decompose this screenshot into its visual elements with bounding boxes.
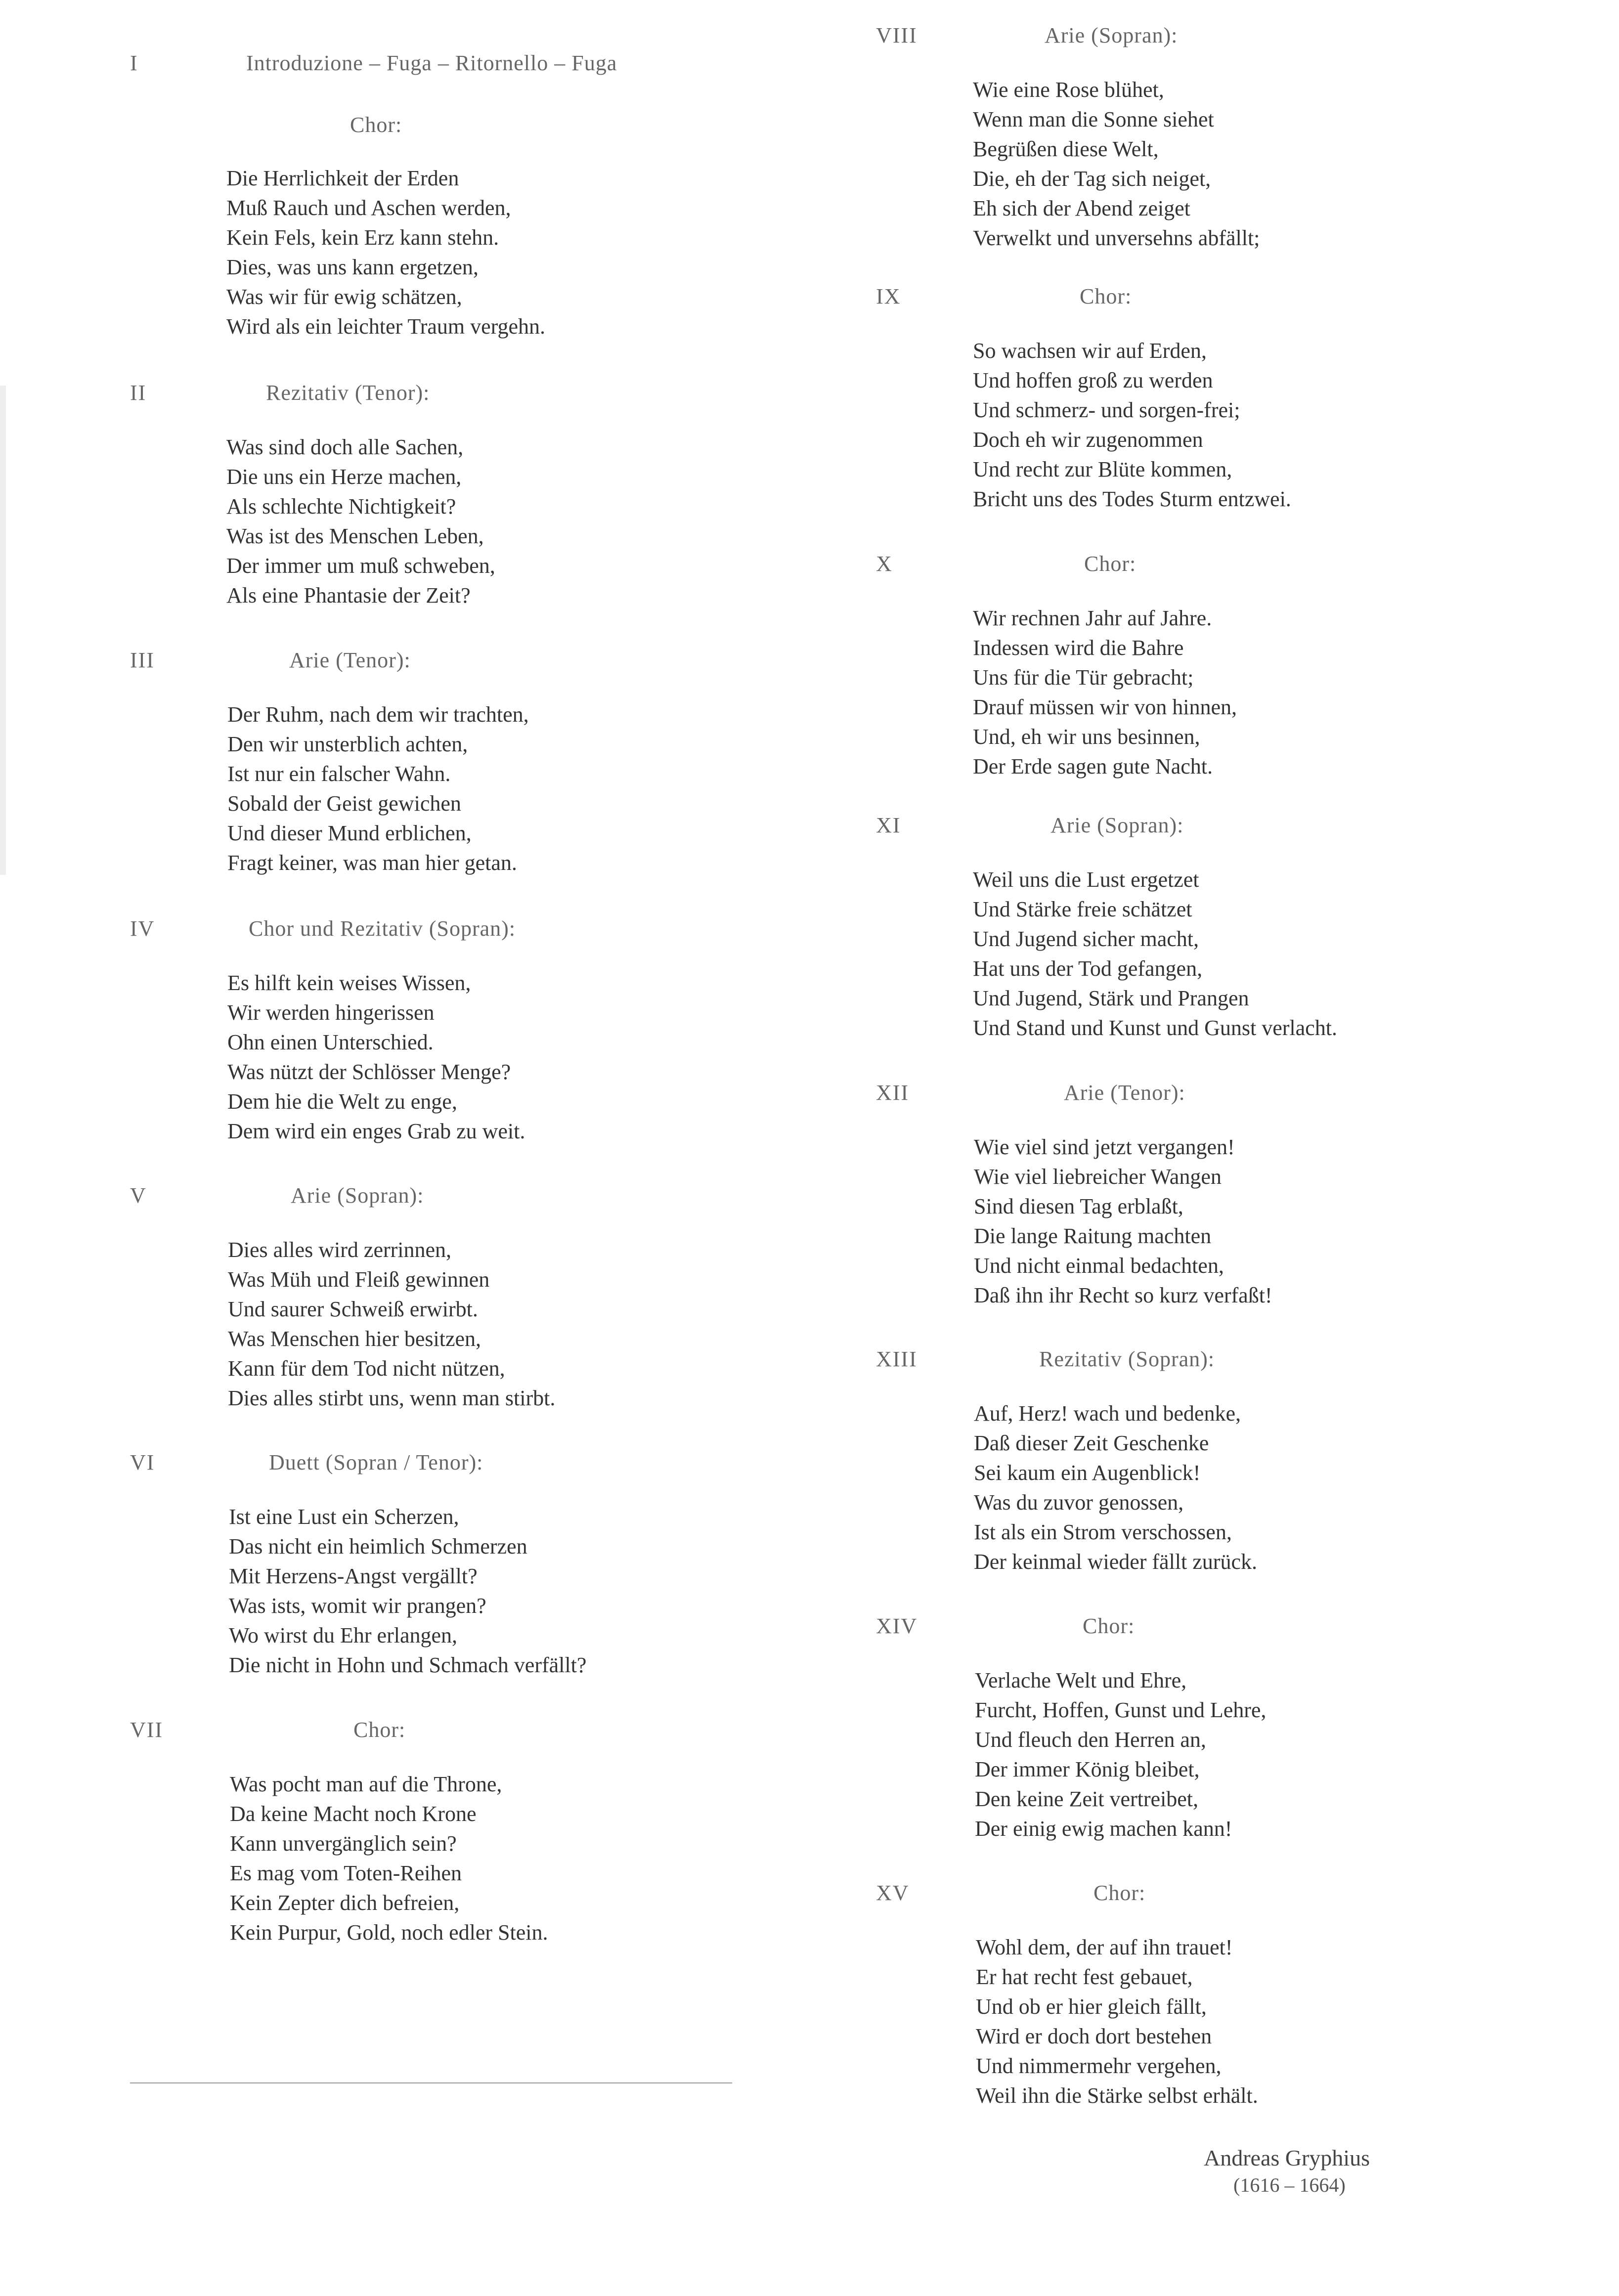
verse-line: Kann unvergänglich sein?	[230, 1831, 457, 1856]
verse-line: Das nicht ein heimlich Schmerzen	[229, 1534, 527, 1559]
section-heading: Chor:	[1080, 284, 1132, 308]
verse-lines	[226, 164, 545, 342]
section-heading: Arie (Tenor):	[289, 648, 411, 672]
verse-line: Sobald der Geist gewichen	[227, 791, 461, 816]
verse-line: Es mag vom Toten-Reihen	[230, 1861, 462, 1885]
verse-lines	[973, 75, 1260, 253]
verse-line: Furcht, Hoffen, Gunst und Lehre,	[975, 1698, 1267, 1722]
verse-line: Und ob er hier gleich fällt,	[976, 1994, 1207, 2019]
verse-line: Der immer König bleibet,	[975, 1757, 1200, 1781]
verse-line: So wachsen wir auf Erden,	[973, 339, 1207, 363]
verse-line: Was du zuvor genossen,	[974, 1490, 1184, 1515]
verse-line: Wie viel sind jetzt vergangen!	[974, 1135, 1235, 1159]
verse-line: Sind diesen Tag erblaßt,	[974, 1194, 1183, 1218]
verse-line: Dies alles wird zerrinnen,	[228, 1238, 452, 1262]
verse-line: Wir rechnen Jahr auf Jahre.	[973, 606, 1212, 630]
verse-line: Auf, Herz! wach und bedenke,	[974, 1401, 1241, 1426]
verse-line: Wie eine Rose blühet,	[973, 78, 1164, 102]
verse-line: Der keinmal wieder fällt zurück.	[974, 1550, 1257, 1574]
verse-line: Begrüßen diese Welt,	[973, 137, 1159, 161]
verse-line: Sei kaum ein Augenblick!	[974, 1461, 1201, 1485]
verse-line: Wird er doch dort bestehen	[976, 2024, 1212, 2048]
verse-line: Bricht uns des Todes Sturm entzwei.	[973, 487, 1291, 511]
section-number: XV	[876, 1881, 910, 1905]
section-number: XIV	[876, 1614, 918, 1638]
verse-lines	[230, 1770, 548, 1948]
section-number: XII	[876, 1081, 910, 1105]
verse-lines	[975, 1666, 1266, 1844]
section-heading: Introduzione – Fuga – Ritornello – Fuga	[246, 51, 617, 75]
verse-line: Der immer um muß schweben,	[226, 554, 495, 578]
section-heading: Chor:	[353, 1718, 406, 1742]
verse-line: Was ists, womit wir prangen?	[229, 1594, 486, 1618]
divider-rule	[130, 2082, 732, 2083]
verse-line: Dies, was uns kann ergetzen,	[226, 255, 479, 279]
section-heading: Arie (Sopran):	[1050, 813, 1184, 837]
verse-line: Dem hie die Welt zu enge,	[227, 1089, 457, 1114]
section-number: IX	[876, 284, 901, 308]
verse-line: Die Herrlichkeit der Erden	[226, 166, 459, 190]
section-heading: Arie (Sopran):	[1045, 23, 1178, 47]
verse-lines	[973, 865, 1337, 1043]
verse-lines	[227, 968, 525, 1146]
verse-line: Weil ihn die Stärke selbst erhält.	[976, 2083, 1258, 2108]
verse-line: Den wir unsterblich achten,	[227, 732, 468, 756]
verse-line: Und Stand und Kunst und Gunst verlacht.	[973, 1016, 1337, 1040]
section-number: V	[130, 1183, 147, 1208]
section-number: IV	[130, 916, 155, 941]
verse-line: Hat uns der Tod gefangen,	[973, 956, 1203, 981]
verse-line: Er hat recht fest gebauet,	[976, 1965, 1193, 1989]
verse-line: Die, eh der Tag sich neiget,	[973, 167, 1211, 191]
verse-line: Und saurer Schweiß erwirbt.	[228, 1297, 478, 1321]
verse-line: Fragt keiner, was man hier getan.	[227, 851, 517, 875]
verse-lines	[973, 336, 1291, 514]
verse-line: Uns für die Tür gebracht;	[973, 665, 1194, 690]
verse-lines	[973, 604, 1237, 781]
section-heading: Arie (Sopran):	[291, 1183, 424, 1208]
verse-line: Als eine Phantasie der Zeit?	[226, 583, 471, 607]
verse-line: Wir werden hingerissen	[227, 1000, 435, 1025]
verse-line: Was wir für ewig schätzen,	[226, 285, 462, 309]
verse-line: Kann für dem Tod nicht nützen,	[228, 1356, 505, 1381]
verse-line: Ist eine Lust ein Scherzen,	[229, 1505, 459, 1529]
verse-line: Die nicht in Hohn und Schmach verfällt?	[229, 1653, 587, 1677]
section-heading: Chor:	[1084, 552, 1137, 576]
verse-line: Was Menschen hier besitzen,	[228, 1327, 481, 1351]
verse-line: Was nützt der Schlösser Menge?	[227, 1060, 511, 1084]
verse-lines	[976, 1933, 1258, 2111]
verse-line: Kein Purpur, Gold, noch edler Stein.	[230, 1920, 548, 1945]
verse-line: Da keine Macht noch Krone	[230, 1802, 477, 1826]
verse-line: Den keine Zeit vertreibet,	[975, 1787, 1199, 1811]
verse-line: Wenn man die Sonne siehet	[973, 107, 1214, 131]
verse-line: Mit Herzens-Angst vergällt?	[229, 1564, 478, 1588]
scan-edge-shadow	[0, 386, 6, 875]
section-subheading: Chor:	[350, 113, 402, 137]
verse-line: Was Müh und Fleiß gewinnen	[228, 1267, 490, 1292]
verse-line: Der Erde sagen gute Nacht.	[973, 754, 1213, 779]
verse-line: Ist nur ein falscher Wahn.	[227, 762, 451, 786]
verse-line: Wo wirst du Ehr erlangen,	[229, 1623, 457, 1647]
verse-line: Drauf müssen wir von hinnen,	[973, 695, 1237, 719]
verse-line: Dies alles stirbt uns, wenn man stirbt.	[228, 1386, 556, 1410]
verse-line: Die lange Raitung machten	[974, 1224, 1212, 1248]
section-number: II	[130, 381, 147, 405]
verse-lines	[227, 700, 529, 878]
verse-line: Die uns ein Herze machen,	[226, 465, 462, 489]
verse-line: Und Stärke freie schätzet	[973, 897, 1192, 921]
author-dates: (1616 – 1664)	[1233, 2174, 1346, 2196]
verse-line: Was pocht man auf die Throne,	[230, 1772, 502, 1796]
section-number: X	[876, 552, 893, 576]
verse-line: Es hilft kein weises Wissen,	[227, 971, 471, 995]
verse-line: Und recht zur Blüte kommen,	[973, 457, 1232, 481]
section-heading: Chor:	[1083, 1614, 1135, 1638]
section-heading: Chor und Rezitativ (Sopran):	[249, 916, 516, 941]
verse-line: Und Jugend, Stärk und Prangen	[973, 986, 1249, 1010]
verse-line: Wohl dem, der auf ihn trauet!	[976, 1935, 1233, 1959]
verse-line: Wird als ein leichter Traum vergehn.	[226, 314, 546, 339]
verse-line: Verlache Welt und Ehre,	[975, 1668, 1187, 1692]
verse-line: Daß ihn ihr Recht so kurz verfaßt!	[974, 1283, 1272, 1307]
verse-line: Und dieser Mund erblichen,	[227, 821, 472, 845]
verse-line: Und fleuch den Herren an,	[975, 1728, 1206, 1752]
section-number: I	[130, 51, 138, 75]
section-number: XI	[876, 813, 901, 837]
verse-line: Was sind doch alle Sachen,	[226, 435, 464, 459]
verse-line: Muß Rauch und Aschen werden,	[226, 196, 511, 220]
verse-line: Und nicht einmal bedachten,	[974, 1254, 1224, 1278]
verse-lines	[229, 1502, 586, 1680]
verse-line: Und, eh wir uns besinnen,	[973, 725, 1200, 749]
section-heading: Rezitativ (Sopran):	[1039, 1347, 1215, 1371]
verse-line: Weil uns die Lust ergetzet	[973, 867, 1199, 892]
verse-line: Und schmerz- und sorgen-frei;	[973, 398, 1240, 422]
verse-line: Doch eh wir zugenommen	[973, 428, 1203, 452]
verse-line: Kein Zepter dich befreien,	[230, 1891, 460, 1915]
verse-lines	[974, 1399, 1257, 1577]
section-heading: Chor:	[1094, 1881, 1146, 1905]
verse-lines	[228, 1235, 555, 1413]
verse-lines	[974, 1132, 1272, 1310]
verse-line: Eh sich der Abend zeiget	[973, 196, 1190, 220]
section-number: VIII	[876, 23, 918, 47]
verse-line: Ohn einen Unterschied.	[227, 1030, 434, 1054]
verse-line: Und nimmermehr vergehen,	[976, 2054, 1222, 2078]
section-number: VI	[130, 1450, 155, 1474]
verse-line: Daß dieser Zeit Geschenke	[974, 1431, 1209, 1455]
verse-line: Wie viel liebreicher Wangen	[974, 1165, 1222, 1189]
section-number: XIII	[876, 1347, 918, 1371]
verse-line: Der Ruhm, nach dem wir trachten,	[227, 702, 529, 727]
author-name: Andreas Gryphius	[1204, 2145, 1370, 2170]
verse-line: Und Jugend sicher macht,	[973, 927, 1199, 951]
verse-line: Was ist des Menschen Leben,	[226, 524, 484, 548]
verse-line: Ist als ein Strom verschossen,	[974, 1520, 1232, 1544]
verse-line: Verwelkt und unversehns abfällt;	[973, 226, 1260, 250]
verse-line: Und hoffen groß zu werden	[973, 368, 1213, 392]
section-number: III	[130, 648, 155, 672]
verse-line: Indessen wird die Bahre	[973, 636, 1184, 660]
section-number: VII	[130, 1718, 164, 1742]
section-heading: Duett (Sopran / Tenor):	[269, 1450, 483, 1474]
verse-line: Als schlechte Nichtigkeit?	[226, 494, 456, 519]
verse-lines	[226, 433, 495, 610]
verse-line: Kein Fels, kein Erz kann stehn.	[226, 225, 499, 250]
section-heading: Rezitativ (Tenor):	[266, 381, 430, 405]
verse-line: Der einig ewig machen kann!	[975, 1817, 1232, 1841]
section-heading: Arie (Tenor):	[1064, 1081, 1185, 1105]
verse-line: Dem wird ein enges Grab zu weit.	[227, 1119, 525, 1143]
